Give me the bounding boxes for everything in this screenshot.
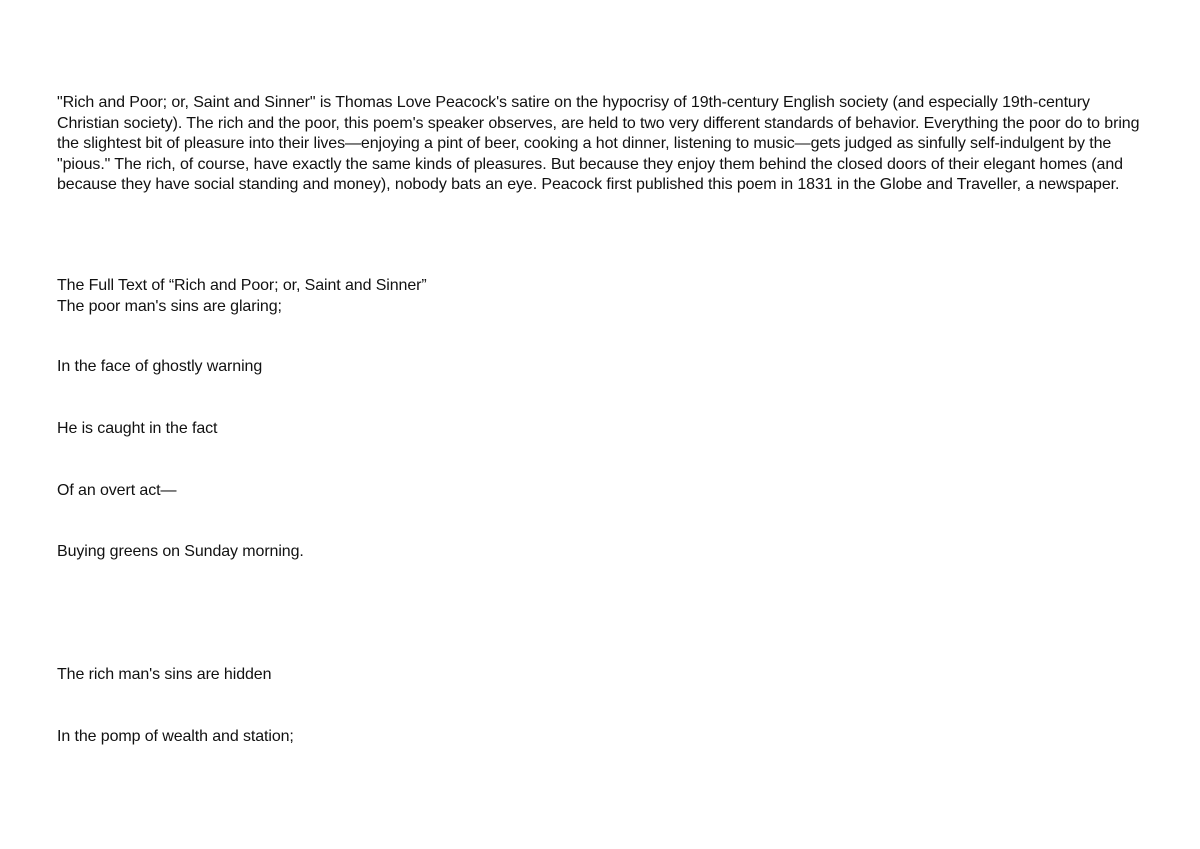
- poem-line: Of an overt act—: [57, 482, 177, 499]
- poem-line: The poor man's sins are glaring;: [57, 298, 282, 315]
- intro-paragraph: "Rich and Poor; or, Saint and Sinner" is Thomas Love Peacock's satire on the hypocrisy of 19th-century English society (and especially 19th-century Christian society). The rich and the poor, this poem's speaker observes, are held to two very different standards of behavior. Everything the poor do to bring the slightest bit of pleasure into their lives—enjoying a pint of beer, cooking a hot dinner, listening to music—gets judged as sinfully self-indulgent by the "pious." The rich, of course, have exactly the same kinds of pleasures. But because they enjoy them behind the closed doors of their elegant homes (and because they have social standing and money), nobody bats an eye. Peacock first published this poem in 1831 in the Globe and Traveller, a newspaper.: [57, 94, 1140, 193]
- poem-line: In the face of ghostly warning: [57, 358, 263, 375]
- full-text-heading: The Full Text of “Rich and Poor; or, Saint and Sinner”: [57, 277, 427, 294]
- poem-line: The rich man's sins are hidden: [57, 666, 272, 683]
- poem-line: Buying greens on Sunday morning.: [57, 543, 304, 560]
- poem-line: He is caught in the fact: [57, 420, 218, 437]
- poem-line: In the pomp of wealth and station;: [57, 728, 294, 745]
